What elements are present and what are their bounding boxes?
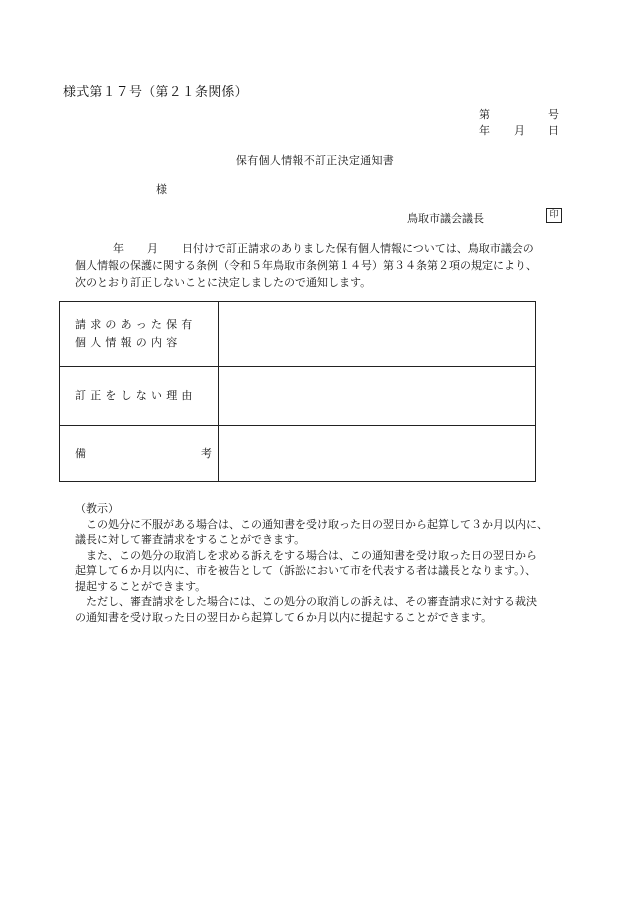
table-row	[60, 426, 536, 482]
remarks-label-left: 備	[75, 446, 86, 460]
date-month: 月	[514, 124, 525, 137]
document-title: 保有個人情報不訂正決定通知書	[235, 154, 395, 167]
body-line-3: 次のとおり訂正しないことに決定しましたので通知します。	[75, 276, 372, 289]
requested-info-label	[60, 302, 219, 367]
body-month: 月	[147, 242, 158, 255]
remarks-label-right: 考	[201, 446, 212, 460]
remarks-label	[60, 426, 219, 482]
remarks-value[interactable]	[219, 426, 536, 482]
date-day: 日	[548, 124, 559, 137]
info-table	[59, 301, 536, 482]
table-row	[60, 302, 536, 367]
reason-value[interactable]	[219, 367, 536, 426]
body-line-2: 個人情報の保護に関する条例（令和５年鳥取市条例第１４号）第３４条第２項の規定により、	[75, 259, 537, 272]
date-year: 年	[479, 124, 490, 137]
notice-line-6: ただし、審査請求をした場合には、この処分の取消しの訴えは、その審査請求に対する裁決	[86, 595, 537, 608]
notice-heading: （教示）	[75, 502, 119, 515]
notice-line-7: の通知書を受け取った日の翌日から起算して６か月以内に提起することができます。	[75, 611, 493, 624]
form-number: 様式第１７号（第２１条関係）	[63, 85, 248, 100]
number-suffix: 号	[548, 108, 559, 121]
body-line-1: 日付けで訂正請求のありました保有個人情報については、鳥取市議会の	[182, 242, 534, 255]
requested-info-label-line2: 個人情報の内容	[75, 336, 182, 349]
notice-line-5: 提起することができます。	[75, 580, 207, 593]
notice-line-2: 議長に対して審査請求をすることができます。	[75, 533, 306, 546]
seal-mark: 印	[546, 208, 562, 223]
table-row	[60, 367, 536, 426]
body-year: 年	[113, 242, 124, 255]
notice-line-3: また、この処分の取消しを求める訴えをする場合は、この通知書を受け取った日の翌日から	[86, 549, 537, 562]
notice-line-1: この処分に不服がある場合は、この通知書を受け取った日の翌日から起算して３か月以内に、	[86, 518, 548, 531]
notice-line-4: 起算して６か月以内に、市を被告として（訴訟において市を代表する者は議長となります。）、	[75, 564, 537, 577]
requested-info-label-line1: 請求のあった保有	[75, 318, 197, 331]
requested-info-value[interactable]	[219, 302, 536, 367]
number-prefix: 第	[479, 108, 490, 121]
reason-label: 訂正をしない理由	[60, 367, 219, 426]
addressee-honorific: 様	[156, 183, 167, 196]
sender-name: 鳥取市議会議長	[407, 212, 484, 225]
